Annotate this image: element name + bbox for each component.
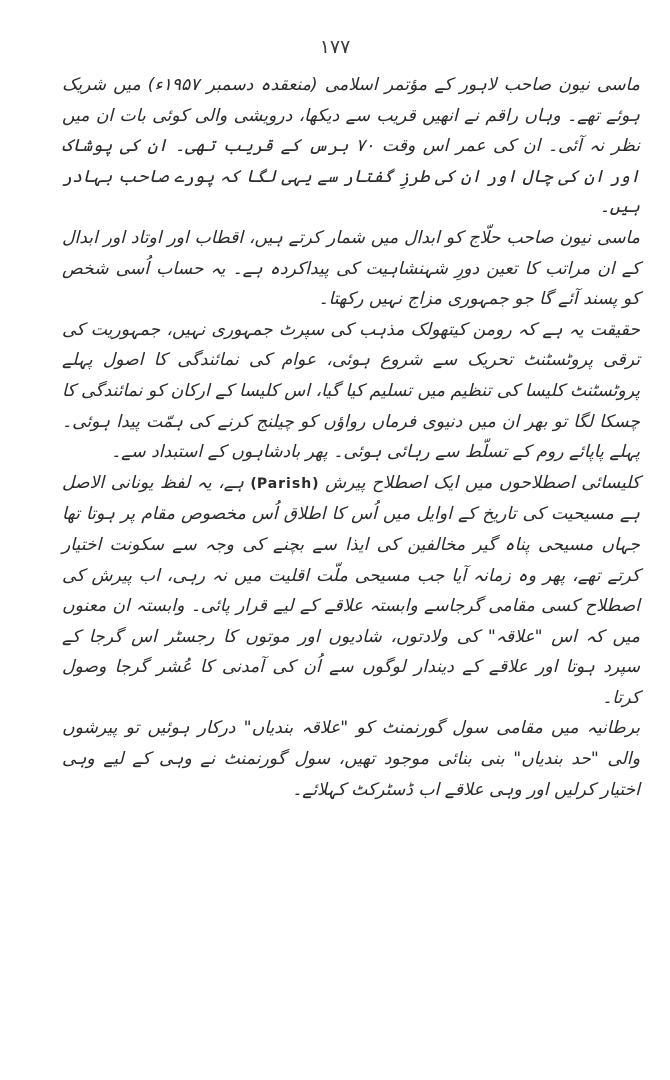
paragraph-5: برطانیہ میں مقامی سول گورنمنٹ کو "علاقہ بندیاں" درکار ہوئیں تو پیرشوں والی "حد بندیاں" بنی بنائی موجود تھیں، سول گورنمنٹ نے وہی کے لیے وہی اختیار کرلیں اور وہی علاقے اب ڈسٹرکٹ کہلائے۔ <box>62 718 640 800</box>
paragraph-4-after: ہے، یہ لفظ یونانی الاصل ہے مسیحیت کی تاریخ کے اوایل میں اُس کا اطلاق اُس مخصوص مقام پر ہوتا تھا جہاں مسیحی پناہ گیر مخالفین کی ایذا سے بچنے کی وجہ سے سکونت اختیار کرتے تھے، پھر وہ زمانہ آیا جب مسیحی ملّت اقلیت میں نہ رہی، اب پیرش کی اصطلاح کسی مقامی گرجاسے وابستہ علاقے کے لیے قرار پائی۔ وابستہ ان معنوں میں کہ اس "علاقہ" کی ولادتوں، شادیوں اور موتوں کا رجسٹر اس گرجا کے سپرد ہوتا اور علاقے کے دیندار لوگوں سے اُن کی آمدنی کا عُشر گرجا وصول کرتا۔ <box>62 472 640 708</box>
paragraph-3: حقیقت یہ ہے کہ رومن کیتھولک مذہب کی سپرٹ جمہوری نہیں، جمہوریت کی ترقی پروٹسٹنٹ تحریک سے شروع ہوئی، عوام کی نمائندگی کا اصول پہلے پروٹسٹنٹ کلیسا کی تنظیم میں تسلیم کیا گیا، اس کلیسا کے ارکان کو نمائندگی کا چسکا لگا تو بھر ان میں دنیوی فرماں رواؤں کو چیلنج کرنے کی ہمّت پیدا ہوئی۔ پہلے پاپائے روم کے تسلّط سے رہائی ہوئی۔ پھر بادشاہوں کے استبداد سے۔ <box>62 319 640 463</box>
paragraph-4 <box>62 468 640 714</box>
paragraph-1: ماسی نیون صاحب لاہور کے مؤتمر اسلامی (منعقدہ دسمبر ۱۹۵۷ء) میں شریک ہوئے تھے۔ وہاں راقم نے انھیں قریب سے دیکھا، درویشی والی کوئی بات ان میں نظر نہ آئی۔ ان کی عمر اس وقت ۷۰ برس کے قریب تھی۔ ان کی پوشاک اور ان کی چال اور ان کی طرزِ گفتار سے یہی لگا کہ پورے صاحب بہادر ہیں۔ <box>62 75 641 218</box>
paragraph-4-before: کلیسائی اصطلاحوں میں ایک اصطلاح پیرش <box>325 472 640 493</box>
paragraph-2: ماسی نیون صاحب حلّاج کو ابدال میں شمار کرتے ہیں، اقطاب اور اوتاد اور ابدال کے ان مراتب کا تعین دورِ شہنشاہیت کی پیداکردہ ہے۔ یہ حساب اُسی شخص کو پسند آئے گا جو جمہوری مزاج نہیں رکھتا۔ <box>62 227 640 310</box>
page-number: ۱۷۷ <box>319 36 351 58</box>
page-body <box>62 70 640 805</box>
latin-term: (Parish) <box>250 475 319 492</box>
